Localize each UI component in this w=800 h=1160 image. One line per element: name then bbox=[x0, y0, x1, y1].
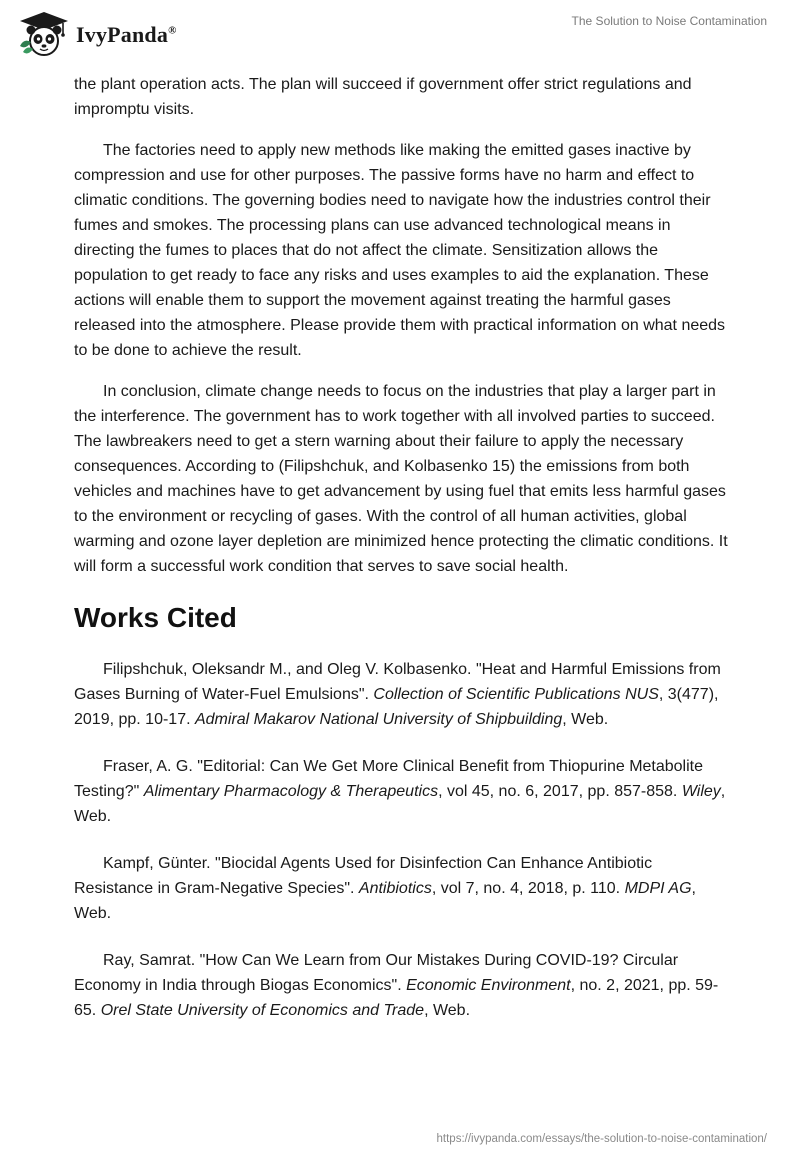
essay-content bbox=[74, 72, 734, 1045]
paragraph-factories: The factories need to apply new methods like making the emitted gases inactive by compression and use for other purposes. The passive forms have no harm and effect to climatic conditions. The governing bodies need to navigate how the industries control their fumes and smokes. The processing plans can use advanced technological means in directing the fumes to places that do not affect the climate. Sensitization allows the population to get ready to face any risks and uses examples to aid the explanation. These actions will enable them to support the movement against treating the harmful gases released into the atmosphere. Please provide them with practical information on what needs to be done to achieve the result. bbox=[74, 142, 726, 359]
citation-fraser: Fraser, A. G. "Editorial: Can We Get More Clinical Benefit from Thiopurine Metabolite Testing?" Alimentary Pharmacology & Therapeutics, vol 45, no. 6, 2017, pp. 857-858. Wiley, Web. bbox=[74, 758, 726, 825]
citation-ray: Ray, Samrat. "How Can We Learn from Our Mistakes During COVID-19? Circular Economy in India through Biogas Economics". Economic Environment, no. 2, 2021, pp. 59-65. Orel State University of Economics and Trade, Web. bbox=[74, 952, 719, 1019]
paragraph-continuation: the plant operation acts. The plan will succeed if government offer strict regulations and impromptu visits. bbox=[74, 76, 692, 118]
source-url-link[interactable]: https://ivypanda.com/essays/the-solution-to-noise-contamination/ bbox=[436, 1133, 767, 1145]
paragraph-conclusion: In conclusion, climate change needs to focus on the industries that play a larger part in the interference. The government has to work together with all involved parties to succeed. The lawbreakers need to get a stern warning about their failure to apply the necessary consequences. According to (Filipshchuk, and Kolbasenko 15) the emissions from both vehicles and machines have to get advancement by using fuel that emits less harmful gases to the environment or recycling of gases. With the control of all human activities, global warming and ozone layer depletion are minimized hence protecting the climatic conditions. It will form a successful work condition that serves to save social health. bbox=[74, 383, 728, 575]
works-cited-heading: Works Cited bbox=[74, 602, 237, 633]
page-header bbox=[0, 0, 800, 70]
citation-filipshchuk: Filipshchuk, Oleksandr M., and Oleg V. Kolbasenko. "Heat and Harmful Emissions from Gases Burning of Water-Fuel Emulsions". Collection of Scientific Publications NUS, 3(477), 2019, pp. 10-17. Admiral Makarov National University of Shipbuilding, Web. bbox=[74, 661, 721, 728]
brand-name: IvyPanda® bbox=[76, 22, 177, 47]
panda-graduate-icon bbox=[16, 10, 72, 60]
citation-kampf: Kampf, Günter. "Biocidal Agents Used for Disinfection Can Enhance Antibiotic Resistance in Gram-Negative Species". Antibiotics, vol 7, no. 4, 2018, p. 110. MDPI AG, Web. bbox=[74, 855, 696, 922]
document-title: The Solution to Noise Contamination bbox=[571, 14, 767, 28]
ivypanda-logo[interactable] bbox=[16, 10, 177, 60]
